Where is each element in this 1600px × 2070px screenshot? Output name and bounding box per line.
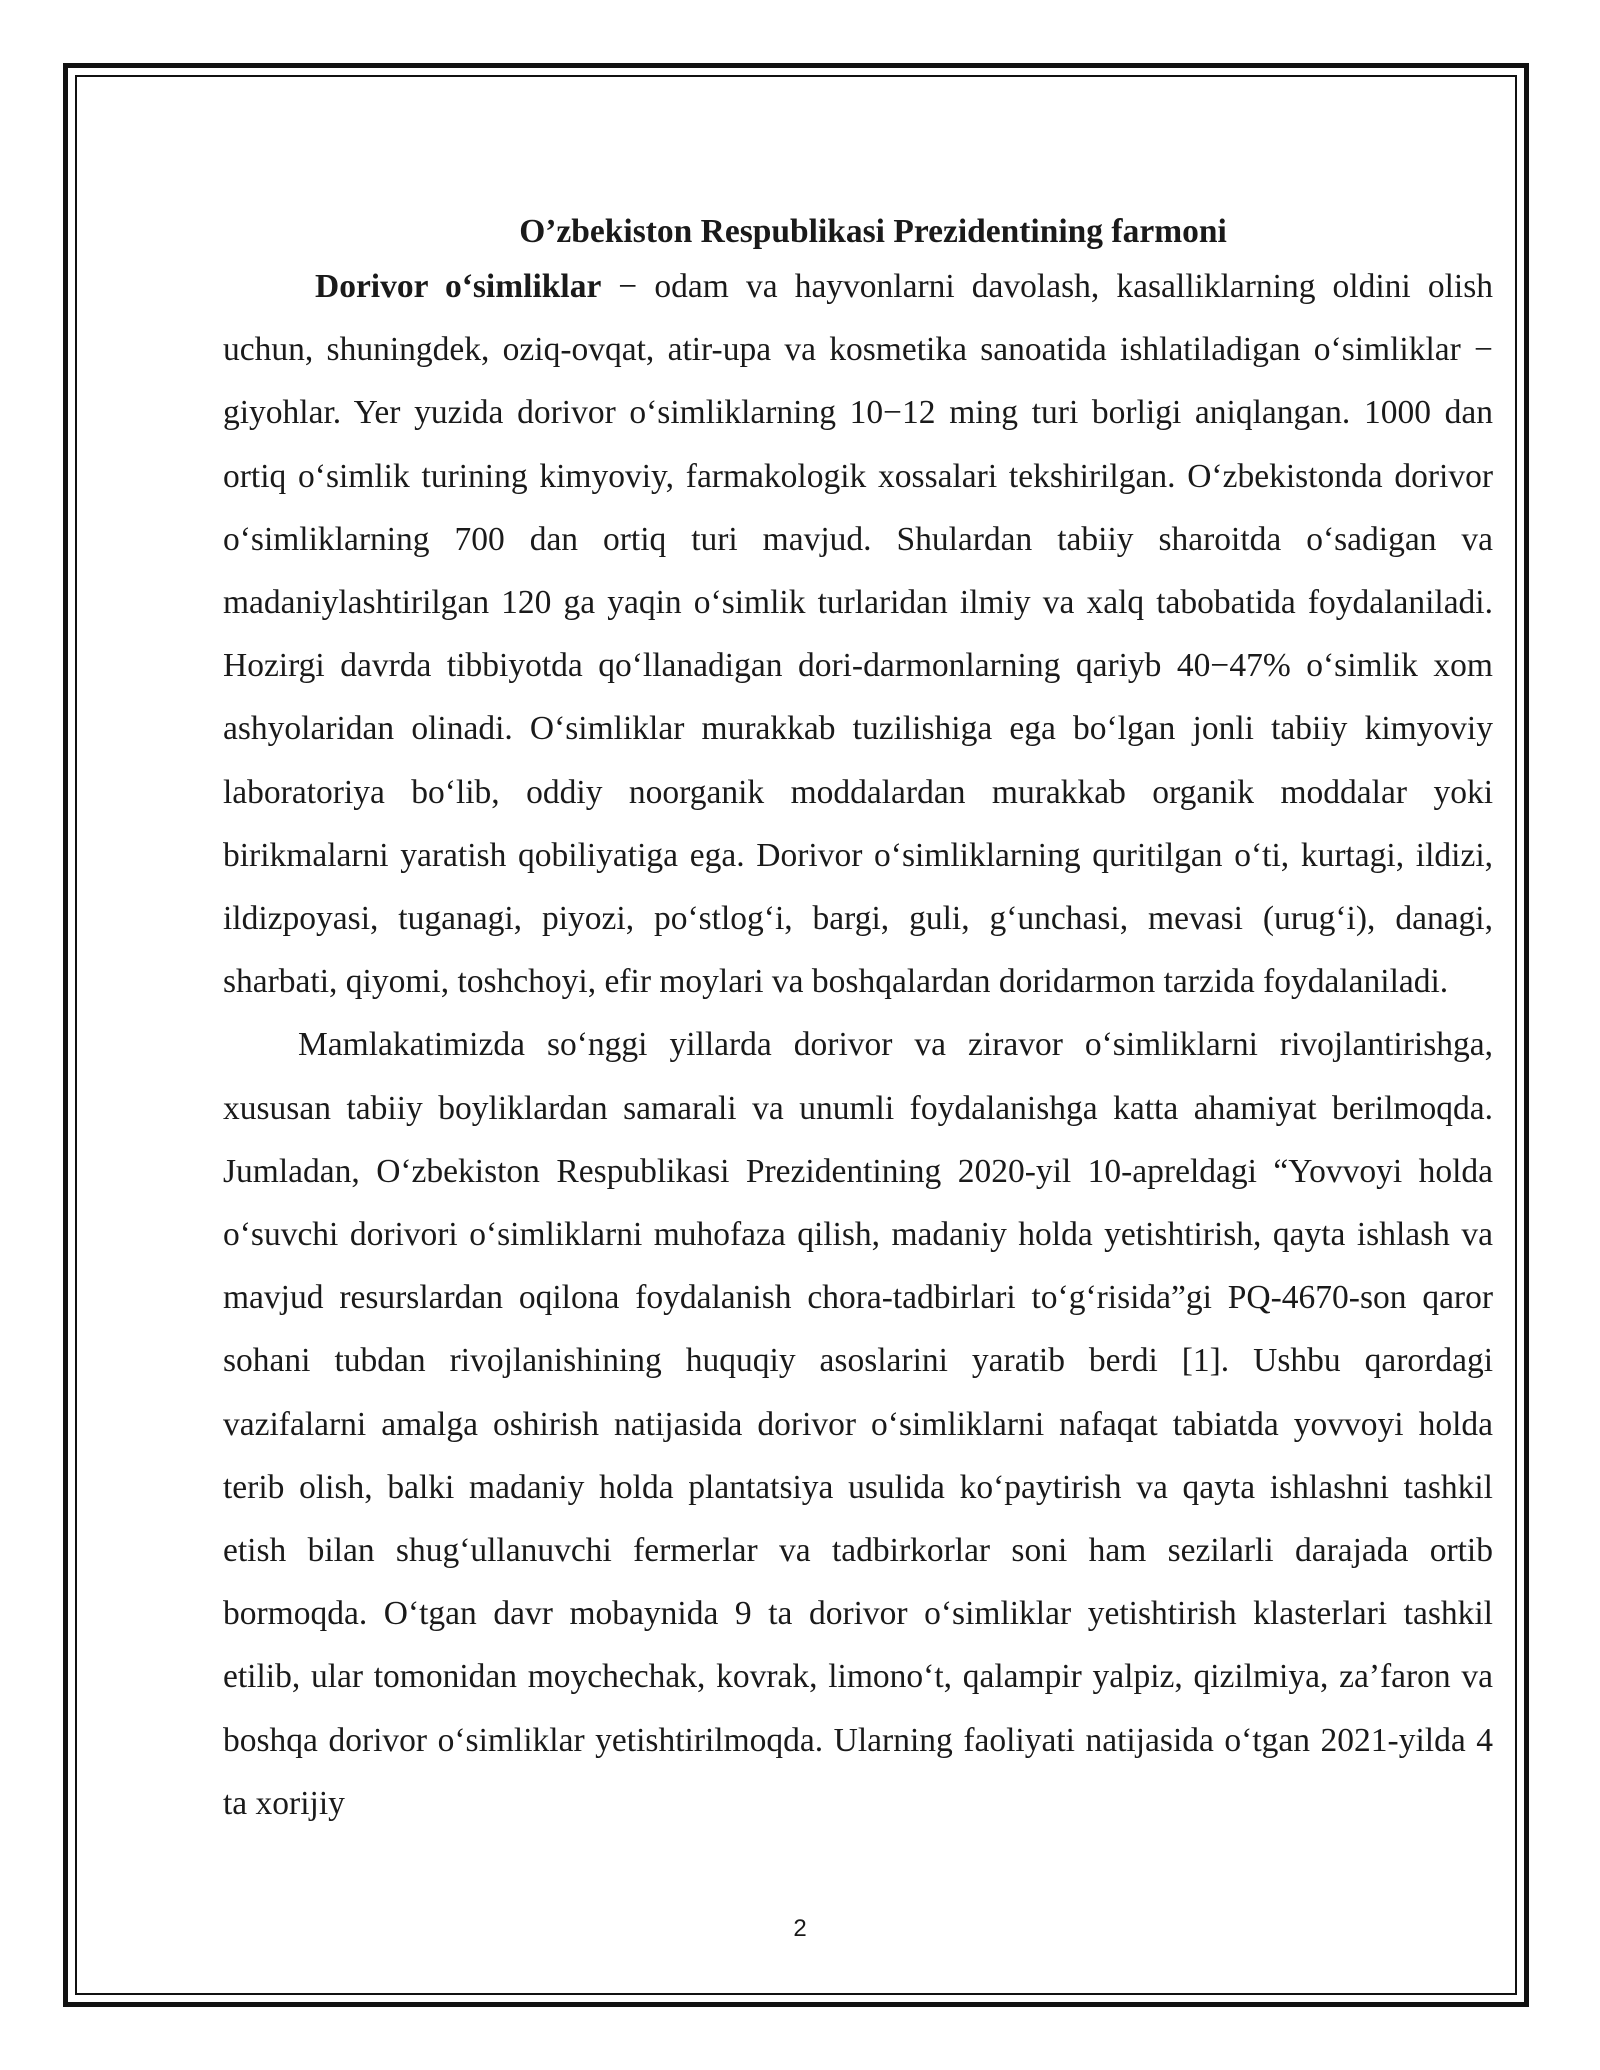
document-title: O’zbekiston Respublikasi Prezidentining farmoni [519,213,1227,250]
term-dorivor-osimliklar: Dorivor o‘simliklar [315,268,602,305]
paragraph-dorivor-osimliklar [223,255,1493,1013]
paragraph-mamlakatimizda: Mamlakatimizda so‘nggi yillarda dorivor va ziravor o‘simliklarni rivojlantirishga, xususan tabiiy boyliklardan samarali va unumli foydalanishga katta ahamiyat berilmoqda. Jumladan, O‘zbekiston Respublikasi Prezidentining 2020-yil 10-apreldagi “Yovvoyi holda o‘suvchi dorivori o‘simliklarni muhofaza qilish, madaniy holda yetishtirish, qayta ishlash va mavjud resurslardan oqilona foydalanish chora-tadbirlari to‘g‘risida”gi PQ-4670-son qaror sohani tubdan rivojlanishining huquqiy asoslarini yaratib berdi [1]. Ushbu qarordagi vazifalarni amalga oshirish natijasida dorivor o‘simliklarni nafaqat tabiatda yovvoyi holda terib olish, balki madaniy holda plantatsiya usulida ko‘paytirish va qayta ishlashni tashkil etish bilan shug‘ullanuvchi fermerlar va tadbirkorlar soni ham sezilarli darajada ortib bormoqda. O‘tgan davr mobaynida 9 ta dorivor o‘simliklar yetishtirish klasterlari tashkil etilib, ular tomonidan moychechak, kovrak, limono‘t, qalampir yalpiz, qizilmiya, za’faron va boshqa dorivor o‘simliklar yetishtirilmoqda. Ularning faoliyati natijasida o‘tgan 2021-yilda 4 ta xorijiy [223,1026,1493,1822]
paragraph-1-text: − odam va hayvonlarni davolash, kasalliklarning oldini olish uchun, shuningdek, oziq-ovqat, atir-upa va kosmetika sanoatida ishlatiladigan o‘simliklar − giyohlar. Yer yuzida dorivor o‘simliklarning 10−12 ming turi borligi aniqlangan. 1000 dan ortiq o‘simlik turining kimyoviy, farmakologik xossalari tekshirilgan. O‘zbekistonda dorivor o‘simliklarning 700 dan ortiq turi mavjud. Shulardan tabiiy sharoitda o‘sadigan va madaniylashtirilgan 120 ga yaqin o‘simlik turlaridan ilmiy va xalq tabobatida foydalaniladi. Hozirgi davrda tibbiyotda qo‘llanadigan dori-darmonlarning qariyb 40−47% o‘simlik xom ashyolaridan olinadi. O‘simliklar murakkab tuzilishiga ega bo‘lgan jonli tabiiy kimyoviy laboratoriya bo‘lib, oddiy noorganik moddalardan murakkab organik moddalar yoki birikmalarni yaratish qobiliyatiga ega. Dorivor o‘simliklarning quritilgan o‘ti, kurtagi, ildizi, ildizpoyasi, tuganagi, piyozi, po‘stlog‘i, bargi, guli, g‘unchasi, mevasi (urug‘i), danagi, sharbati, qiyomi, toshchoyi, efir moylari va boshqalardan doridarmon tarzida foydalaniladi. [223,268,1493,1001]
page-number: 2 [793,1915,807,1942]
page-body [223,208,1493,1835]
